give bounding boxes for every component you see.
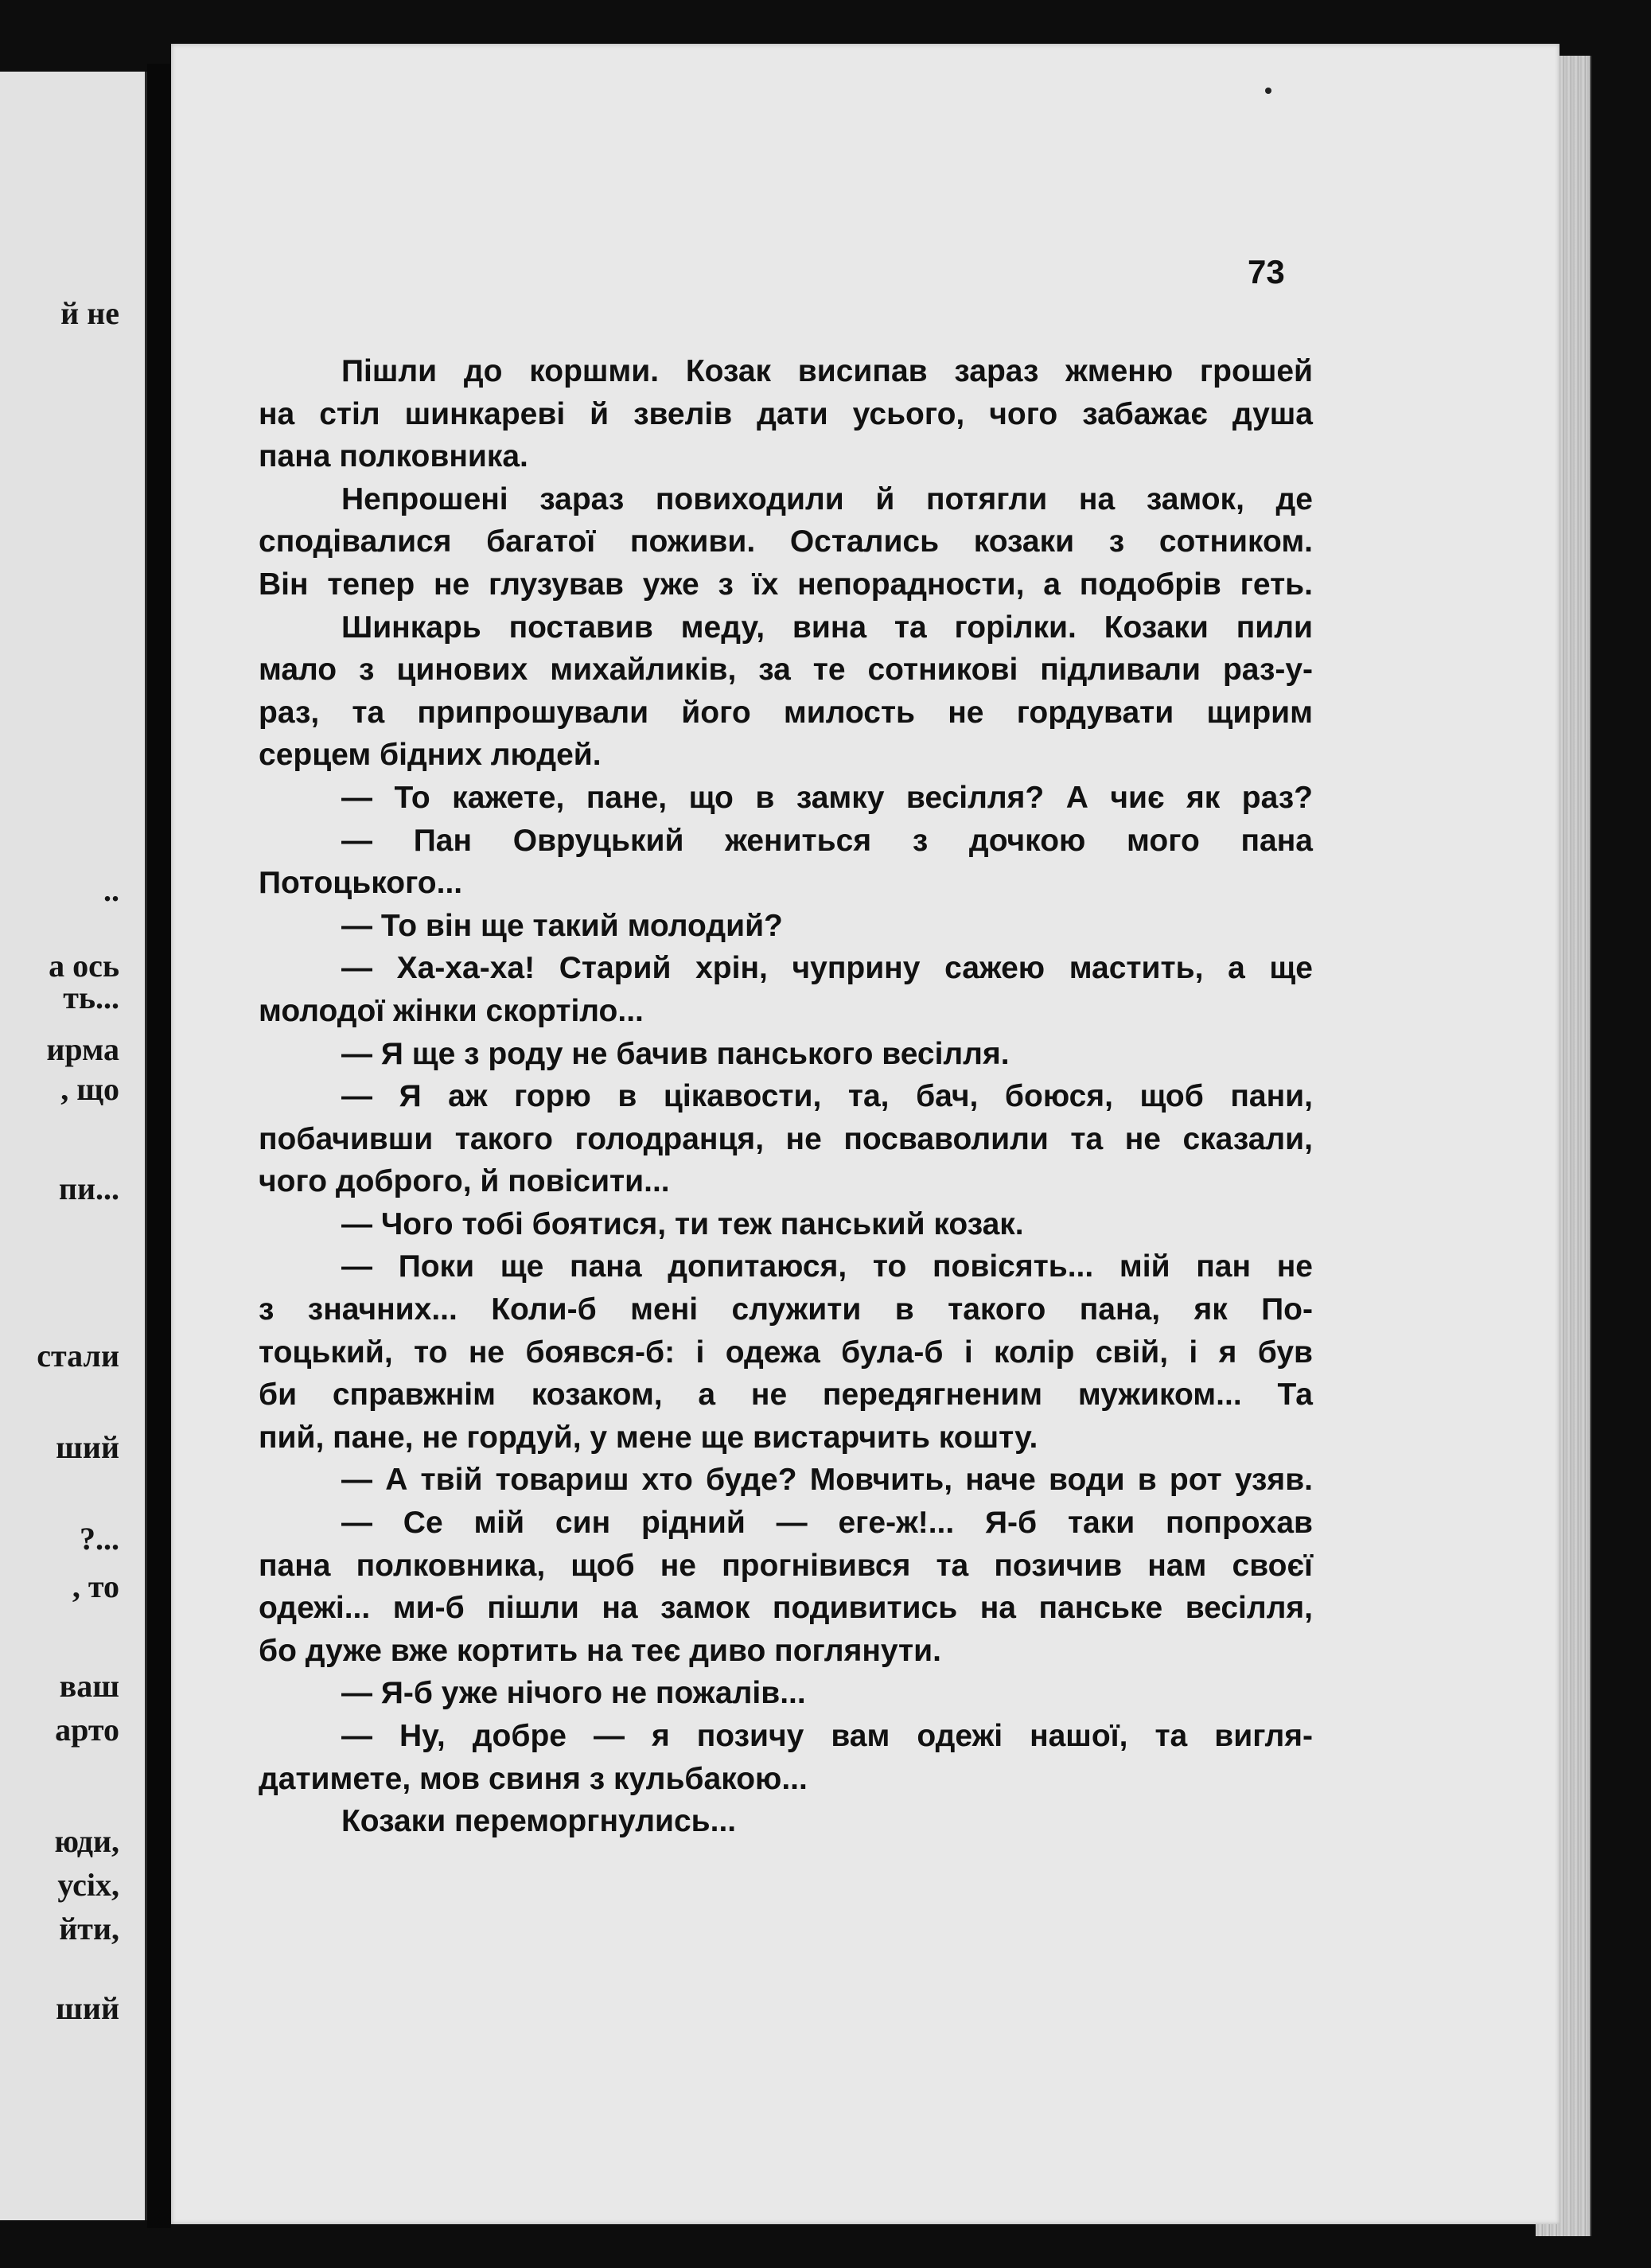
text-line: на стіл шинкареві й звелів дати усього, чого забажає душа (259, 396, 1313, 431)
previous-page-text-fragment: , то (72, 1569, 119, 1604)
text-line: серцем бідних людей. (259, 738, 602, 773)
page-body-text (259, 350, 1313, 1843)
text-line: молодої жінки скортіло... (259, 993, 644, 1028)
previous-page-text-fragment: , що (60, 1071, 119, 1107)
previous-page-text-fragment: а ось (49, 948, 119, 984)
text-line: би справжнім козаком, а не передягненим мужиком... Та (259, 1378, 1313, 1413)
text-line: — Се мій син рідний — еге-ж!... Я-б таки попрохав (341, 1506, 1313, 1541)
text-line: — Ну, добре — я позичу вам одежі нашої, та вигля- (341, 1719, 1313, 1753)
page-number: 73 (1248, 253, 1285, 290)
previous-page-text-fragment: .. (103, 872, 119, 908)
text-line: побачивши такого голодранця, не посваволили та не сказали, (259, 1121, 1313, 1156)
previous-page (0, 72, 147, 2220)
previous-page-text-fragment: ваш (59, 1668, 119, 1704)
text-line: датимете, мов свиня з кульбакою... (259, 1761, 808, 1796)
previous-page-text-fragment: ?... (80, 1521, 119, 1557)
text-line: Він тепер не глузував уже з їх непорадности, а подобрів геть. (259, 567, 1313, 602)
text-line: — Я аж горю в цікавости, та, бач, боюся, щоб пани, (341, 1079, 1313, 1114)
text-line: Шинкарь поставив меду, вина та горілки. Козаки пили (341, 610, 1313, 645)
ink-speck (1265, 88, 1271, 94)
text-line: з значних... Коли-б мені служити в такого пана, як По- (259, 1292, 1313, 1327)
text-line: пана полковника, щоб не прогнівився та позичив нам своєї (259, 1548, 1313, 1583)
text-line: — То він ще такий молодий? (341, 908, 783, 943)
text-line: сподівалися багатої поживи. Остались козаки з сотником. (259, 524, 1313, 559)
text-line: пана полковника. (259, 439, 528, 474)
text-line: — Поки ще пана допитаюся, то повісять... мій пан не (341, 1249, 1313, 1284)
book-gutter (147, 64, 171, 2228)
text-line: Пішли до коршми. Козак висипав зараз жменю грошей (341, 354, 1313, 388)
text-line: бо дуже вже кортить на теє диво поглянути. (259, 1633, 941, 1668)
text-line: Потоцького... (259, 866, 463, 901)
text-line: — А твій товариш хто буде? Мовчить, наче води в рот узяв. (341, 1463, 1313, 1498)
previous-page-text-fragment: арто (55, 1712, 119, 1748)
previous-page-text-fragment: ший (56, 1429, 119, 1465)
text-line: — Чого тобі боятися, ти теж панський козак. (341, 1206, 1024, 1241)
previous-page-text-fragment: юди, (54, 1823, 119, 1859)
text-line: мало з цинових михайликів, за те сотникові підливали раз-у- (259, 653, 1313, 688)
previous-page-text-fragment: стали (37, 1338, 119, 1374)
previous-page-text-fragment: ший (56, 1990, 119, 2026)
text-line: Непрошені зараз повиходили й потягли на замок, де (341, 481, 1313, 516)
previous-page-text-fragment: й не (60, 295, 119, 331)
previous-page-text-fragment: пи... (58, 1171, 119, 1206)
text-line: — То кажете, пане, що в замку весілля? А чиє як раз? (341, 780, 1313, 815)
text-line: тоцький, то не боявся-б: і одежа була-б і колір свій, і я був (259, 1335, 1313, 1370)
text-line: — Я-б уже нічого не пожалів... (341, 1676, 806, 1711)
text-line: Козаки переморгнулись... (341, 1804, 737, 1839)
text-line: — Я ще з роду не бачив панського весілля. (341, 1036, 1010, 1071)
text-line: пий, пане, не гордуй, у мене ще вистарчить кошту. (259, 1420, 1038, 1455)
text-line: раз, та припрошували його милость не гордувати щирим (259, 695, 1313, 730)
text-line: — Пан Овруцький жениться з дочкою мого пана (341, 823, 1313, 858)
text-line: одежі... ми-б пішли на замок подивитись на панське весілля, (259, 1591, 1313, 1626)
previous-page-text-fragment: йти, (59, 1911, 119, 1947)
previous-page-text-fragment: ть... (63, 980, 119, 1015)
text-line: — Ха-ха-ха! Старий хрін, чуприну сажею мастить, а ще (341, 951, 1313, 986)
previous-page-text-fragment: усіх, (57, 1867, 119, 1903)
text-line: чого доброго, й повісити... (259, 1164, 670, 1199)
previous-page-text-fragment: ирма (46, 1031, 119, 1067)
